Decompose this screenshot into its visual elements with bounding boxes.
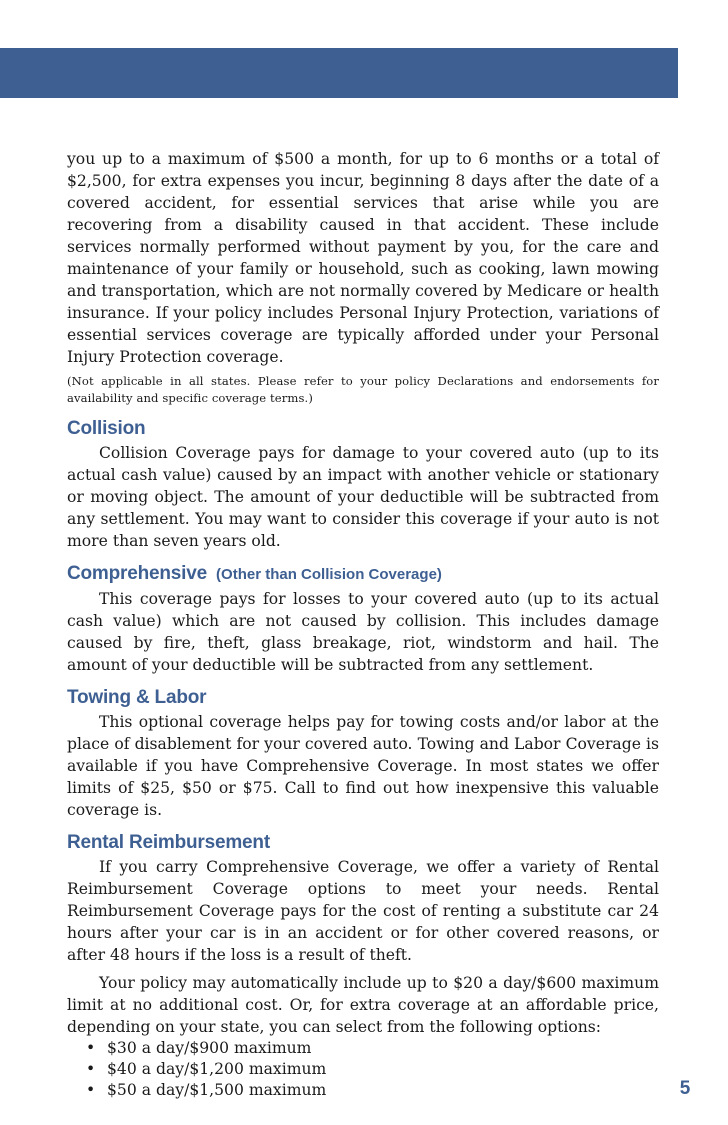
list-item <box>83 1080 659 1101</box>
list-item <box>83 1059 659 1080</box>
rental-section <box>67 831 659 1101</box>
bullet-icon: • <box>86 1081 96 1099</box>
towing-paragraph: This optional coverage helps pay for towing costs and/or labor at the place of disablement for your covered auto. Towing and Labor Coverage is available if you have Comprehensive Coverage. In most states we offer limits of $25, $50 or $75. Call to find out how inexpensive this valuable coverage is. <box>67 713 659 819</box>
comprehensive-section <box>67 562 659 676</box>
option-text: $50 a day/$1,500 maximum <box>107 1081 327 1099</box>
rental-paragraph-2: Your policy may automatically include up to $20 a day/$600 maximum limit at no additional cost. Or, for extra coverage at an affordable price, depending on your state, you can select from the following options: <box>67 974 659 1036</box>
comprehensive-heading <box>67 562 659 587</box>
rental-options-list <box>83 1038 659 1101</box>
towing-heading-text: Towing & Labor <box>67 687 207 708</box>
comprehensive-heading-text: Comprehensive <box>67 563 207 584</box>
header-band <box>0 48 678 98</box>
rental-heading <box>67 831 659 855</box>
page-number: 5 <box>679 1078 691 1099</box>
comprehensive-paragraph: This coverage pays for losses to your covered auto (up to its actual cash value) which are not caused by collision. This includes damage caused by fire, theft, glass breakage, riot, windstorm and hail. The amount of your deductible will be subtracted from any settlement. <box>67 590 659 674</box>
rental-heading-text: Rental Reimbursement <box>67 832 270 853</box>
availability-note: (Not applicable in all states. Please refer to your policy Declarations and endorsements for availability and specific coverage terms.) <box>67 374 659 405</box>
rental-paragraph-1: If you carry Comprehensive Coverage, we offer a variety of Rental Reimbursement Coverage options to meet your needs. Rental Reimbursement Coverage pays for the cost of renting a substitute car 24 hours after your car is in an accident or for other covered reasons, or after 48 hours if the loss is a result of theft. <box>67 858 659 964</box>
option-text: $40 a day/$1,200 maximum <box>107 1060 327 1078</box>
intro-paragraph: you up to a maximum of $500 a month, for up to 6 months or a total of $2,500, for extra expenses you incur, beginning 8 days after the date of a covered accident, for essential services that arise while you are recovering from a disability caused in that accident. These include services normally performed without payment by you, for the care and maintenance of your family or household, such as cooking, lawn mowing and transportation, which are not normally covered by Medicare or health insurance. If your policy includes Personal Injury Protection, variations of essential services coverage are typically afforded under your Personal Injury Protection coverage. <box>67 150 659 366</box>
list-item <box>83 1038 659 1059</box>
collision-heading-text: Collision <box>67 418 146 439</box>
bullet-icon: • <box>86 1060 96 1078</box>
page-content <box>67 148 659 1101</box>
option-text: $30 a day/$900 maximum <box>107 1039 312 1057</box>
collision-paragraph: Collision Coverage pays for damage to your covered auto (up to its actual cash value) caused by an impact with another vehicle or stationary or moving object. The amount of your deductible will be subtracted from any settlement. You may want to consider this coverage if your auto is not more than seven years old. <box>67 444 659 550</box>
collision-heading <box>67 417 659 441</box>
towing-section <box>67 686 659 821</box>
comprehensive-subheading: (Other than Collision Coverage) <box>216 566 442 583</box>
towing-heading <box>67 686 659 710</box>
bullet-icon: • <box>86 1039 96 1057</box>
collision-section <box>67 417 659 552</box>
